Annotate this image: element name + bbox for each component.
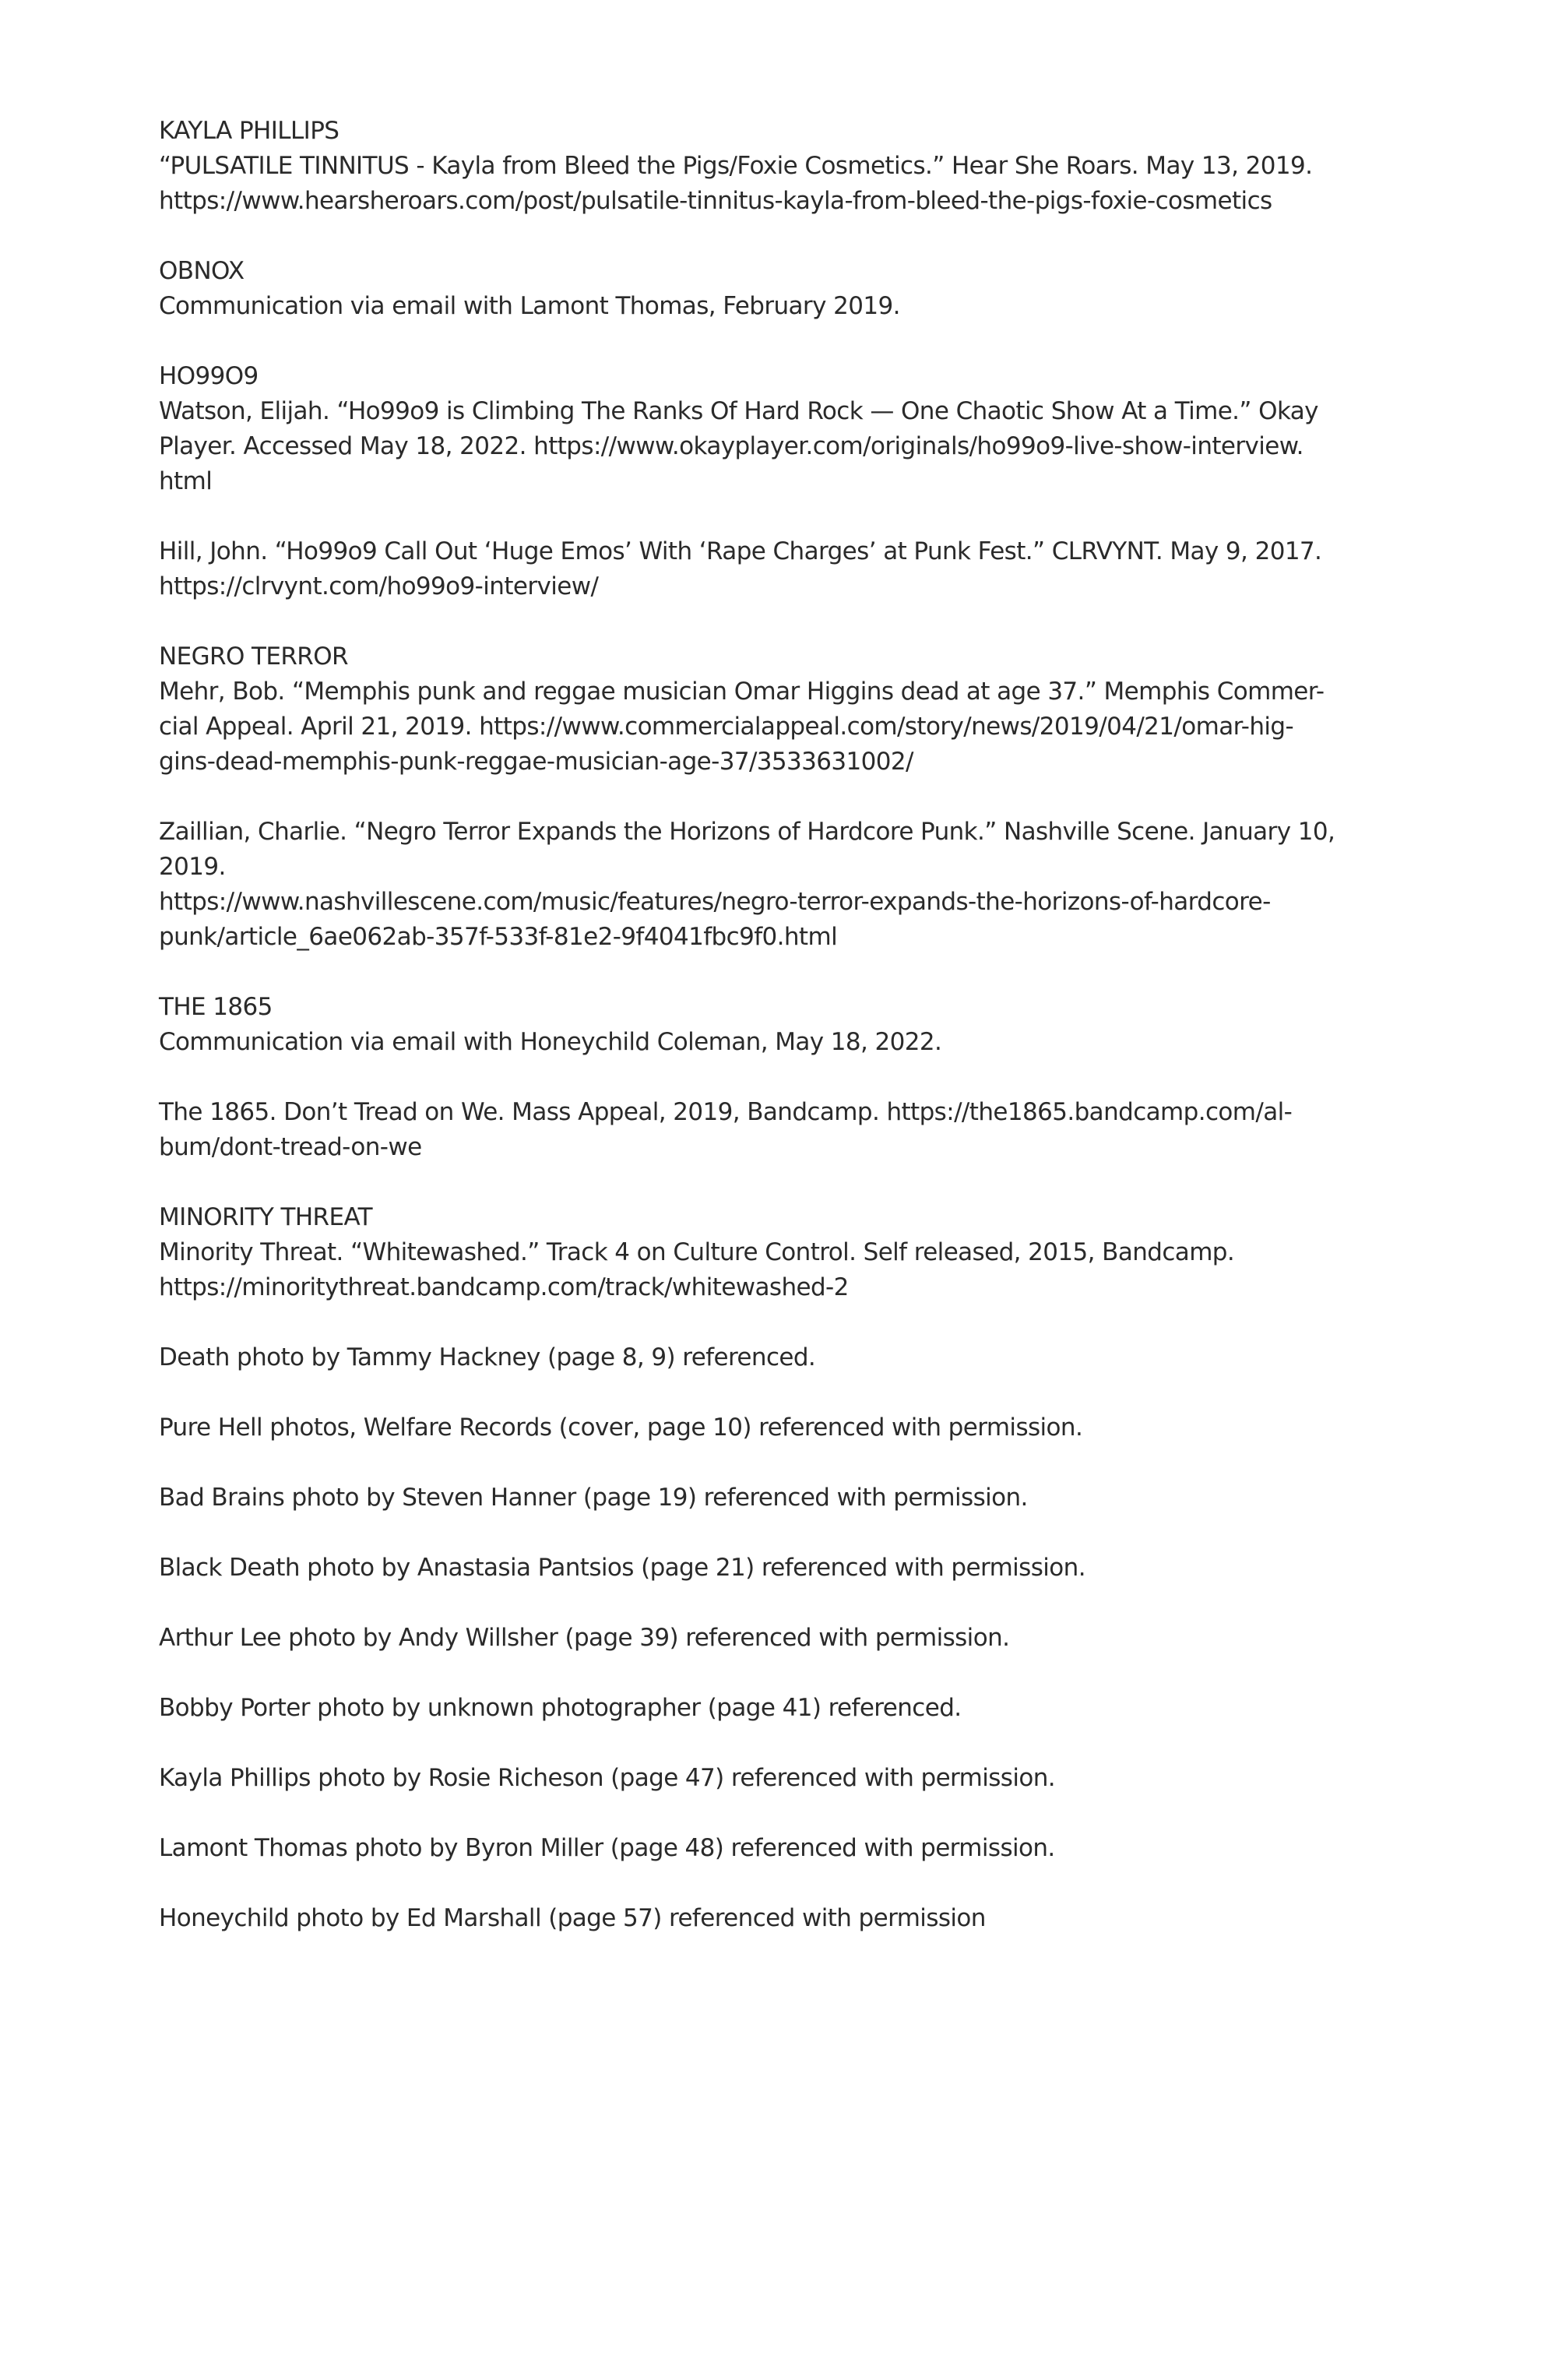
section-heading: THE 1865 [159,993,273,1021]
citation-line: gins-dead-memphis-punk-reggae-musician-age-37/3533631002/ [159,748,913,776]
citation-line: Zaillian, Charlie. “Negro Terror Expands the Horizons of Hardcore Punk.” Nashville Scene. January 10, [159,818,1335,846]
citation-line: https://minoritythreat.bandcamp.com/track/whitewashed-2 [159,1273,849,1301]
citation-line: html [159,467,213,495]
photo-credit: Bad Brains photo by Steven Hanner (page 19) referenced with permission. [159,1484,1028,1512]
bibliography-page [159,114,1358,1936]
section-negro-terror [159,639,1358,955]
citation-line: https://www.hearsheroars.com/post/pulsatile-tinnitus-kayla-from-bleed-the-pigs-foxie-cosmetics [159,187,1272,215]
photo-credit: Kayla Phillips photo by Rosie Richeson (page 47) referenced with permission. [159,1764,1056,1792]
citation-entry [159,149,1358,219]
citation-line: https://clrvynt.com/ho99o9-interview/ [159,572,599,600]
photo-credit: Arthur Lee photo by Andy Willsher (page 39) referenced with permission. [159,1624,1010,1652]
citation-line: Hill, John. “Ho99o9 Call Out ‘Huge Emos’ With ‘Rape Charges’ at Punk Fest.” CLRVYNT. May 9, 2017. [159,537,1322,565]
section-heading: OBNOX [159,257,245,285]
photo-credit: Lamont Thomas photo by Byron Miller (page 48) referenced with permission. [159,1834,1055,1862]
citation-line: cial Appeal. April 21, 2019. https://www.commercialappeal.com/story/news/2019/04/21/omar-hig- [159,713,1294,741]
section-heading: HO99O9 [159,362,259,390]
section-the-1865 [159,990,1358,1165]
photo-credits [159,1340,1358,1936]
section-kayla-phillips [159,114,1358,219]
citation-line: bum/dont-tread-on-we [159,1133,422,1161]
section-minority-threat [159,1200,1358,1305]
citation-line: The 1865. Don’t Tread on We. Mass Appeal, 2019, Bandcamp. https://the1865.bandcamp.com/al- [159,1098,1293,1126]
citation-entry [159,1025,1358,1060]
citation-line: Player. Accessed May 18, 2022. https://www.okayplayer.com/originals/ho99o9-live-show-interview. [159,432,1303,460]
citation-entry [159,674,1358,780]
citation-line: punk/article_6ae062ab-357f-533f-81e2-9f4041fbc9f0.html [159,923,838,951]
citation-line: Watson, Elijah. “Ho99o9 is Climbing The Ranks Of Hard Rock — One Chaotic Show At a Time.” Okay [159,397,1318,425]
citation-entry [159,815,1358,955]
section-heading: NEGRO TERROR [159,643,348,671]
citation-line: “PULSATILE TINNITUS - Kayla from Bleed the Pigs/Foxie Cosmetics.” Hear She Roars. May 13, 2019. [159,152,1313,180]
citation-line: Mehr, Bob. “Memphis punk and reggae musician Omar Higgins dead at age 37.” Memphis Commer- [159,678,1325,706]
citation-entry [159,289,1358,324]
section-heading: MINORITY THREAT [159,1203,372,1231]
section-obnox [159,254,1358,324]
citation-entry [159,1095,1358,1165]
photo-credit: Pure Hell photos, Welfare Records (cover, page 10) referenced with permission. [159,1414,1083,1442]
citation-entry [159,394,1358,499]
citation-line: https://www.nashvillescene.com/music/features/negro-terror-expands-the-horizons-of-hardcore- [159,888,1271,916]
citation-line: Communication via email with Lamont Thomas, February 2019. [159,292,900,320]
citation-line: 2019. [159,853,226,881]
section-ho99o9 [159,359,1358,604]
photo-credit: Honeychild photo by Ed Marshall (page 57) referenced with permission [159,1904,986,1932]
citation-entry [159,1235,1358,1305]
photo-credit: Death photo by Tammy Hackney (page 8, 9) referenced. [159,1343,816,1371]
citation-line: Minority Threat. “Whitewashed.” Track 4 on Culture Control. Self released, 2015, Bandcamp. [159,1238,1235,1266]
section-heading: KAYLA PHILLIPS [159,117,340,145]
citation-line: Communication via email with Honeychild Coleman, May 18, 2022. [159,1028,942,1056]
photo-credit: Black Death photo by Anastasia Pantsios (page 21) referenced with permission. [159,1554,1085,1582]
citation-entry [159,534,1358,604]
photo-credit: Bobby Porter photo by unknown photographer (page 41) referenced. [159,1694,962,1722]
